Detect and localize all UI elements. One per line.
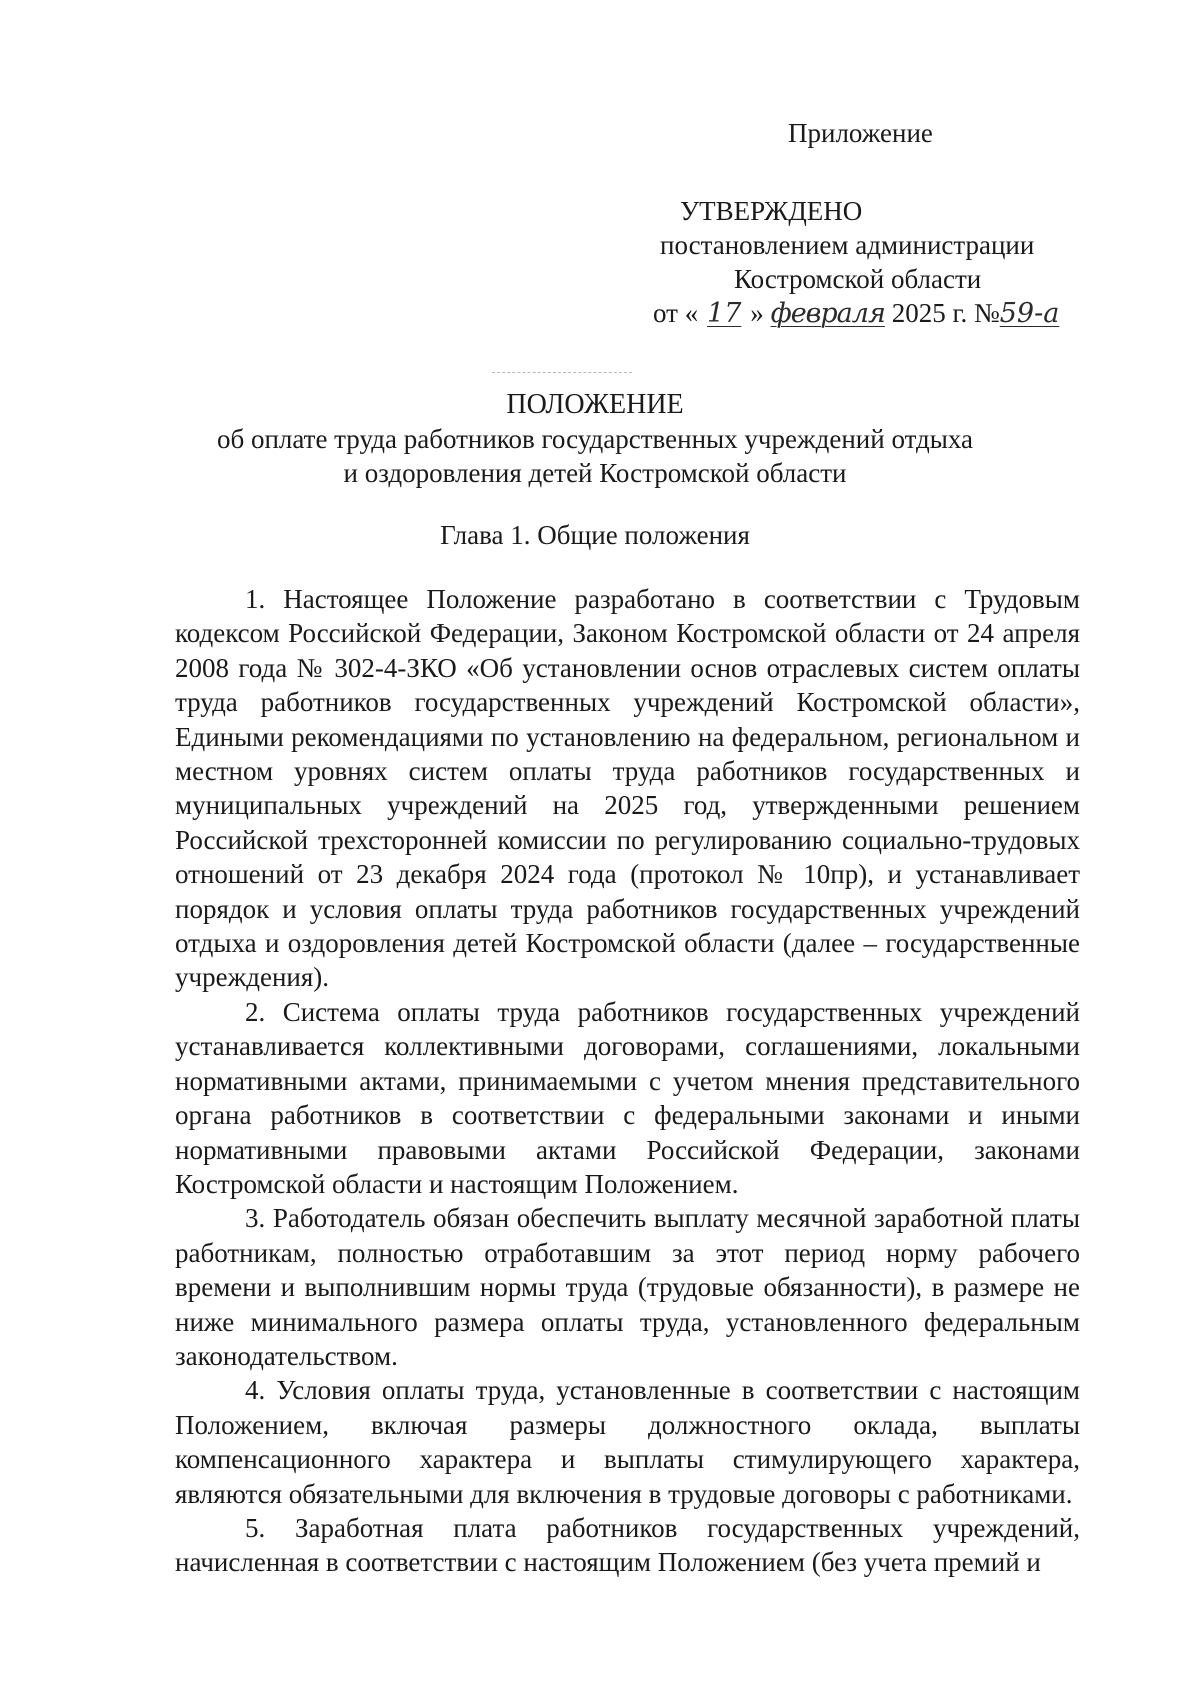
date-mid: » [750,298,764,328]
paragraph-2: 2. Система оплаты труда работников государственных учреждений устанавливается коллективными договорами, соглашениями, локальными нормативными актами, принимаемыми с учетом мнения представительного органа работников в соответствии с федеральными законами и иными нормативными правовыми актами Российской Федерации, законами Костромской области и настоящим Положением. [175,996,1080,1199]
date-prefix: от « [653,298,699,328]
paragraph-4: 4. Условия оплаты труда, установленные в соответствии с настоящим Положением, включая размеры должностного оклада, выплаты компенсационного характера и выплаты стимулирующего характера, являются обязательными для включения в трудовые договоры с работниками. [175,1375,1080,1509]
title-line-1: об оплате труда работников государственных учреждений отдыха [216,424,974,454]
paragraph-3: 3. Работодатель обязан обеспечить выплату месячной заработной платы работникам, полностью отработавшим за этот период норму рабочего времени и выполнившим нормы труда (трудовые обязанности), в размере не ниже минимального размера оплаты труда, установленного федеральным законодательством. [175,1203,1080,1371]
document-title [160,388,1030,490]
appendix-label: Приложение [788,118,933,148]
approved-by-line2: Костромской области [734,264,982,294]
paragraph-1: 1. Настоящее Положение разработано в соответствии с Трудовым кодексом Российской Федерации, Законом Костромской области от 24 апреля 2008 года № 302-4-ЗКО «Об установлении основ отраслевых систем оплаты труда работников государственных учреждений Костромской области», Едиными рекомендациями по установлению на федеральном, региональном и местном уровнях систем оплаты труда работников государственных и муниципальных учреждений на 2025 год, утвержденными решением Российской трехсторонней комиссии по регулированию социально-трудовых отношений от 23 декабря 2024 года (протокол № 10пр), и устанавливает порядок и условия оплаты труда работников государственных учреждений отдыха и оздоровления детей Костромской области (далее – государственные учреждения). [175,584,1080,993]
title-line-2: и оздоровления детей Костромской области [343,458,847,488]
document-body [175,582,1080,1580]
scan-artifact-line [492,372,632,373]
paragraph-5: 5. Заработная плата работников государственных учреждений, начисленная в соответствии с настоящим Положением (без учета премий и [175,1512,1080,1578]
date-year: 2025 г. № [891,298,1000,328]
date-day-handwritten: 17 [707,298,742,329]
date-month-handwritten: февраля [770,298,885,329]
approved-label: УТВЕРЖДЕНО [680,196,863,226]
approved-by-line1: постановлением администрации [660,230,1035,260]
chapter-heading: Глава 1. Общие положения [440,520,750,550]
doc-number-handwritten: 59-а [999,298,1060,329]
date-line [653,296,1096,331]
title-heading: ПОЛОЖЕНИЕ [506,389,684,420]
